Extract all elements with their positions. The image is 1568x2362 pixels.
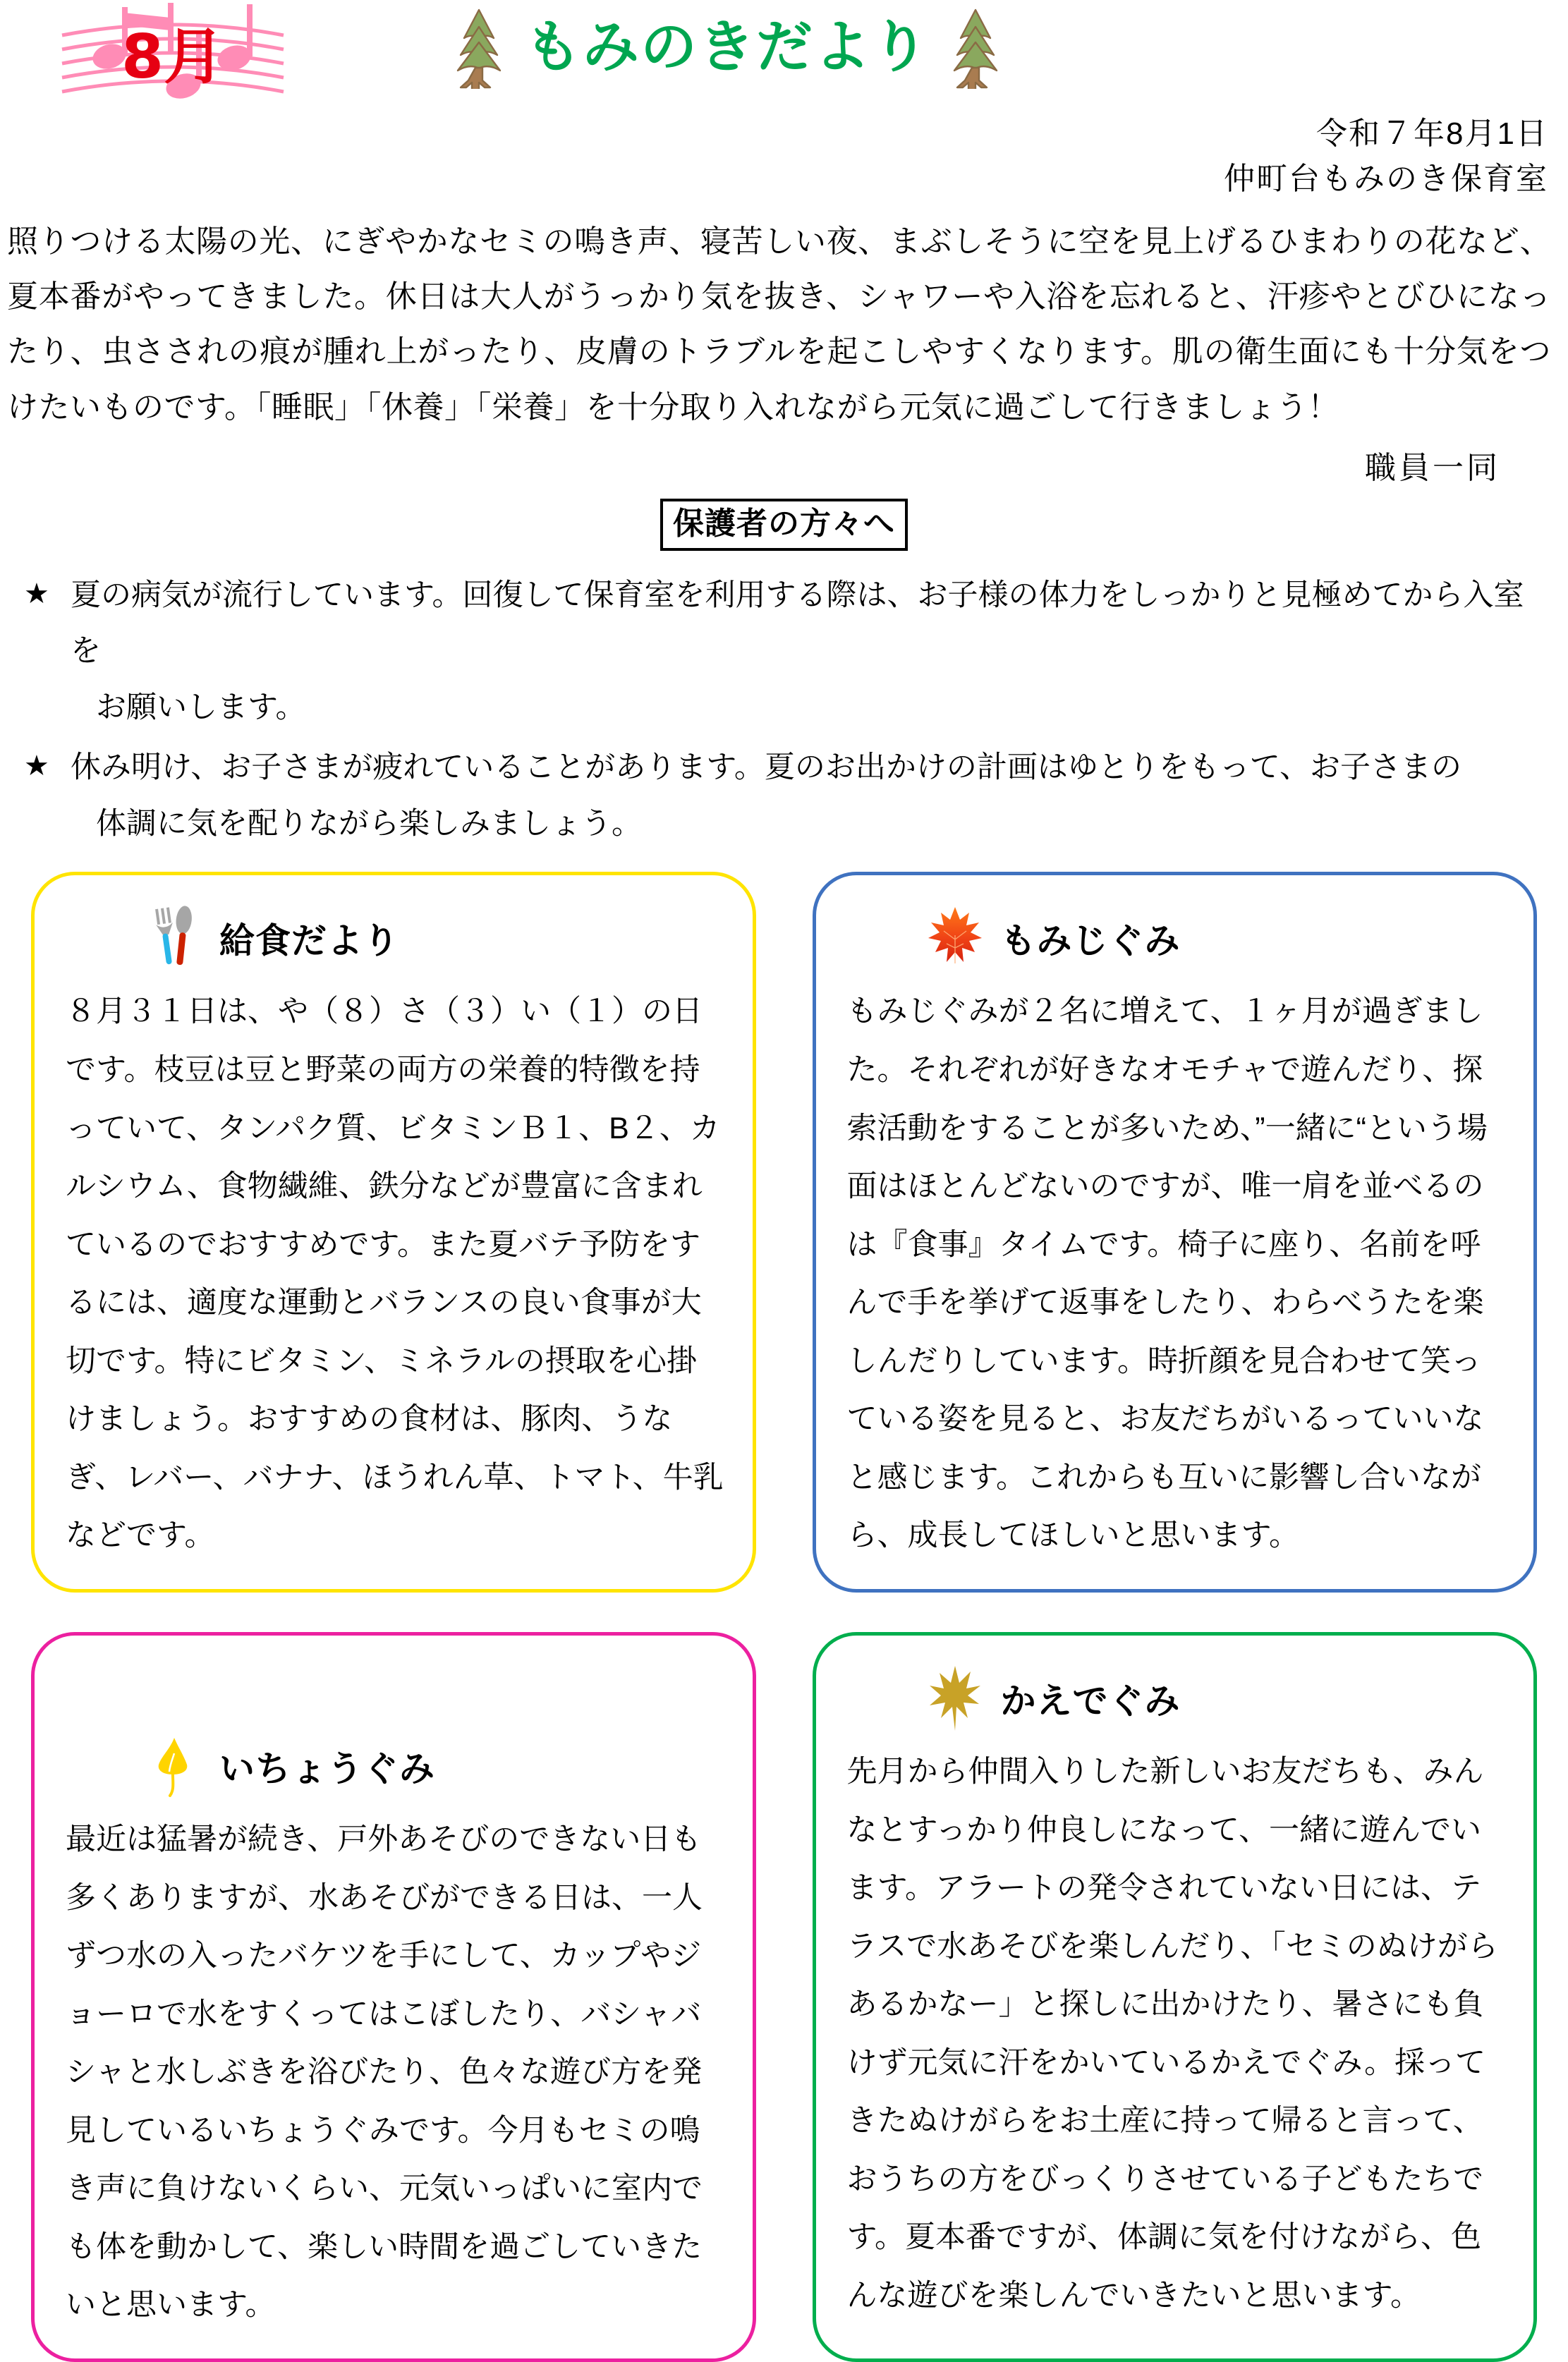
organization-name: 仲町台もみのき保育室: [1224, 161, 1548, 196]
notice-heading: 保護者の方々へ: [660, 499, 908, 551]
card-kyushoku-dayori: [31, 872, 756, 1592]
card-body-text: 先月から仲間入りした新しいお友だちも、みんなとすっかり仲良しになって、一緒に遊んでいます。アラートの発令されていない日には、テラスで水あそびを楽しんだり、「セミのぬけがらあるかなー」と探しに出かけたり、暑さにも負けず元気に汗をかいているかえでぐみ。採ってきたぬけがらをお土産に持って帰ると言って、おうちの方をびっくりさせている子どもたちです。夏本番ですが、体調に気を付けながら、色んな遊びを楽しんでいきたいと思います。: [846, 1754, 1498, 2313]
card-kaedegumi: [813, 1632, 1538, 2362]
card-body: [66, 982, 724, 1564]
notice-item-text: [68, 568, 1551, 736]
intro-signature: 職員一同: [1365, 450, 1500, 485]
card-title: いちょうぐみ: [219, 1748, 435, 1789]
card-ichougumi: [31, 1632, 756, 2362]
card-body: [847, 1743, 1506, 2325]
page-header: [0, 0, 1568, 106]
card-title: 給食だより: [219, 920, 399, 962]
notice-heading-wrap: [0, 499, 1568, 551]
card-header: [847, 1660, 1506, 1737]
card-header: [66, 899, 724, 977]
month-badge-label: 8月: [121, 22, 224, 92]
card-header: [847, 899, 1506, 977]
notice-line: 体調に気を配りながら楽しみましょう。: [96, 806, 642, 841]
notice-list: [24, 568, 1551, 853]
red-maple-leaf-icon: [925, 904, 985, 972]
card-momijigumi: [813, 872, 1538, 1592]
month-badge-logo: [56, 1, 289, 104]
card-title: もみじぐみ: [1000, 920, 1181, 962]
card-body: [847, 982, 1506, 1564]
card-header: [66, 1660, 724, 1805]
card-body-text: 最近は猛暑が続き、戸外あそびのできない日も多くありますが、水あそびができる日は、一人ずつ水の入ったバケツを手にして、カップやジョーロで水をすくってはこぼしたり、バシャバシャと水しぶきを浴びたり、色々な遊び方を発見しているいちょうぐみです。今月もセミの鳴き声に負けないくらい、元気いっぱいに室内でも体を動かして、楽しい時間を過ごしていきたいと思います。: [66, 1822, 703, 2323]
pine-tree-icon: [948, 6, 1003, 89]
document-meta: [0, 111, 1568, 202]
music-staff-icon: [56, 1, 289, 104]
card-title: かえでぐみ: [1000, 1680, 1181, 1722]
notice-item-text: [68, 740, 1551, 852]
star-icon: ★: [24, 750, 49, 782]
ginkgo-leaf-icon: [143, 1732, 204, 1800]
issue-date: 令和７年8月1日: [1316, 116, 1548, 151]
gold-maple-leaf-icon: [925, 1664, 985, 1732]
page-title: もみのきだより: [525, 14, 930, 80]
pine-tree-icon: [451, 6, 506, 89]
card-body-text: ８月３１日は、や（８）さ（３）い（１）の日です。枝豆は豆と野菜の両方の栄養的特徴を持っていて、タンパク質、ビタミンＢ１、B２、カルシウム、食物繊維、鉄分などが豊富に含まれているのでおすすめです。また夏バテ予防をするには、適度な運動とバランスの良い食事が大切です。特にビタミン、ミネラルの摂取を心掛けましょう。おすすめの食材は、豚肉、うなぎ、レバー、バナナ、ほうれん草、トマト、牛乳などです。: [66, 994, 724, 1553]
notice-line: 休み明け、お子さまが疲れていることがあります。夏のお出かけの計画はゆとりをもって、お子さまの: [71, 750, 1461, 785]
card-body: [66, 1810, 724, 2334]
notice-item: [24, 568, 1551, 736]
intro-section: [7, 214, 1551, 435]
notice-line: お願いします。: [96, 690, 306, 724]
intro-paragraph: 照りつける太陽の光、にぎやかなセミの鳴き声、寝苦しい夜、まぶしそうに空を見上げるひまわりの花など、夏本番がやってきました。休日は大人がうっかり気を抜き、シャワーや入浴を忘れると、汗疹やとびひになったり、虫さされの痕が腫れ上がったり、皮膚のトラブルを起こしやすくなります。肌の衛生面にも十分気をつけたいものです。「睡眠」「休養」「栄養」を十分取り入れながら元気に過ごして行きましょう！: [7, 224, 1551, 425]
newsletter-title-block: [451, 6, 1003, 89]
notice-item: [24, 740, 1551, 852]
fork-and-spoon-icon: [143, 904, 204, 972]
card-body-text: もみじぐみが２名に増えて、１ヶ月が過ぎました。それぞれが好きなオモチャで遊んだり、探索活動をすることが多いため、”一緒に“という場面はほとんどないのですが、唯一肩を並べるのは『食事』タイムです。椅子に座り、名前を呼んで手を挙げて返事をしたり、わらべうたを楽しんだりしています。時折顔を見合わせて笑っている姿を見ると、お友だちがいるっていいなと感じます。これからも互いに影響し合いながら、成長してほしいと思います。: [846, 994, 1488, 1553]
notice-line: 夏の病気が流行しています。回復して保育室を利用する際は、お子様の体力をしっかりと見極めてから入室を: [71, 578, 1524, 669]
class-report-cards: [31, 872, 1537, 2361]
star-icon: ★: [24, 578, 49, 609]
